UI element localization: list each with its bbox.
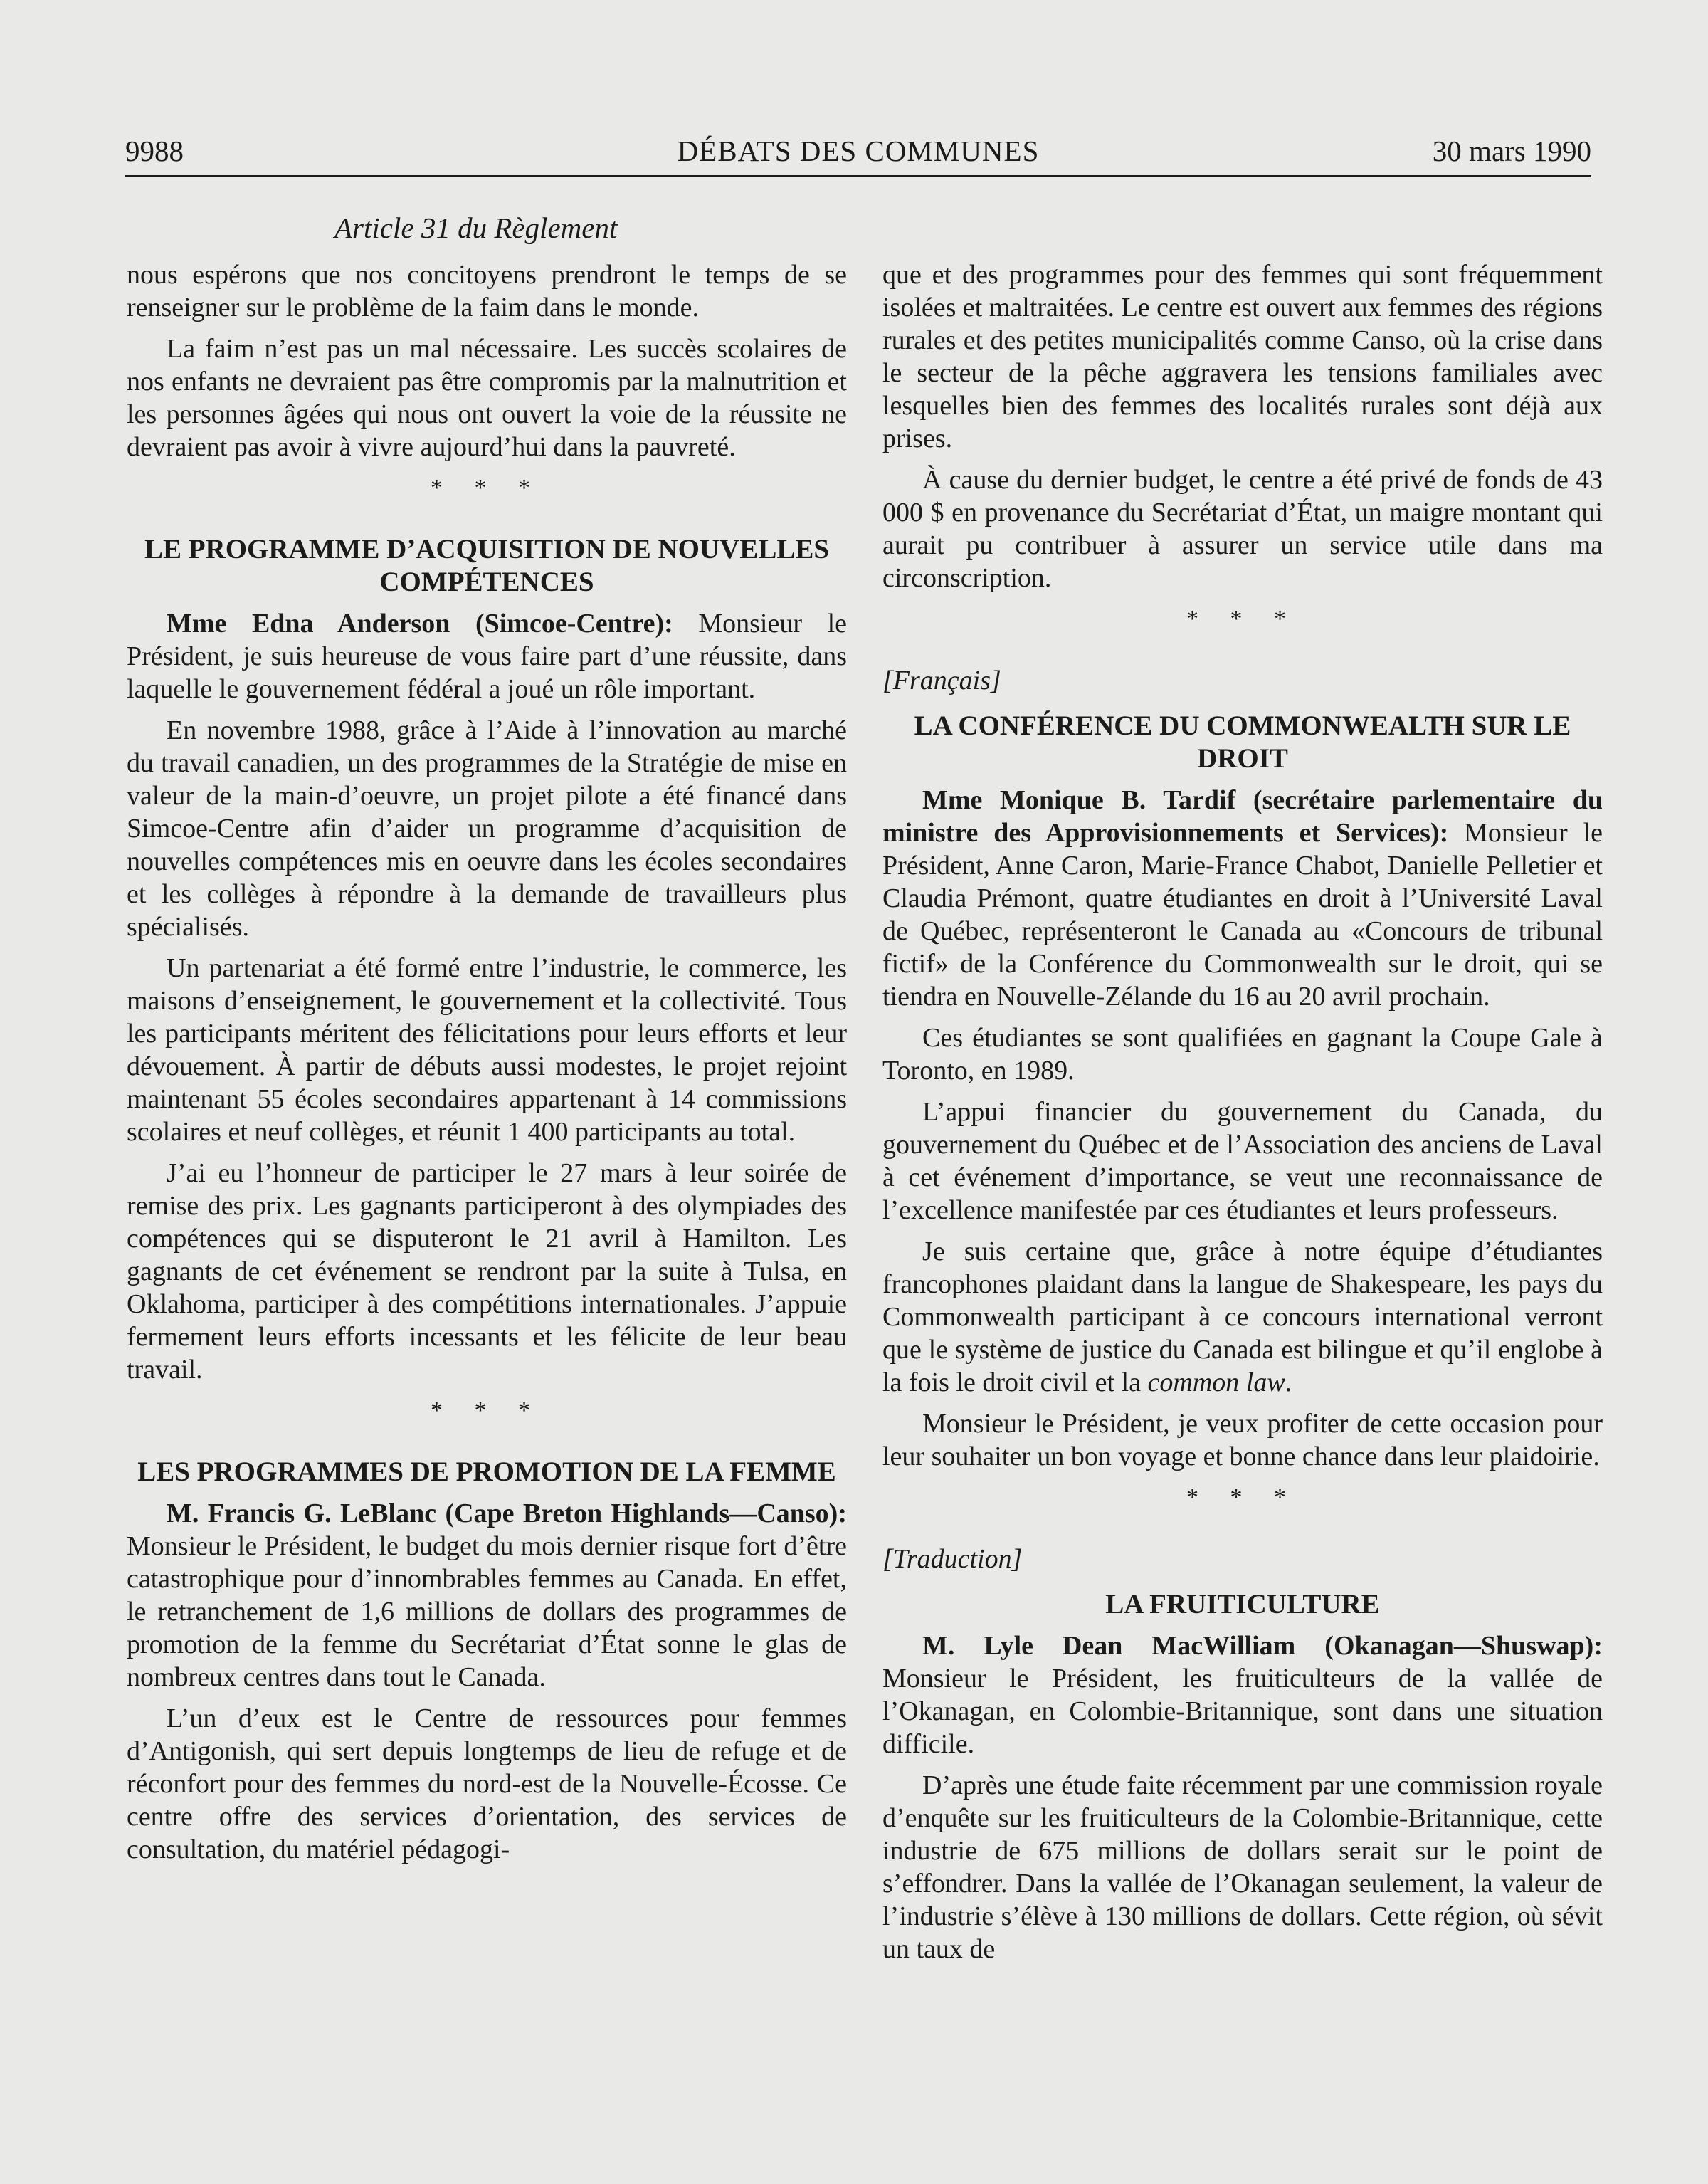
speaker-name: Mme Monique B. Tardif (secrétaire parlementaire du ministre des Approvisionnements et Services): bbox=[882, 785, 1603, 848]
statement-text: Monsieur le Président, le budget du mois dernier risque fort d’être catastrophique pour d’innombrables femmes au Canada. En effet, le retranchement de 1,6 millions de dollars des programmes de promotion de la femme du Secrétariat d’État sonne le glas de nombreux centres dans tout le Canada. bbox=[127, 1531, 847, 1692]
header-rule bbox=[125, 175, 1591, 177]
speaker-name: M. Lyle Dean MacWilliam (Okanagan—Shuswap): bbox=[922, 1631, 1603, 1661]
section-heading: LA FRUITICULTURE bbox=[1105, 1589, 1380, 1619]
language-marker: [Traduction] bbox=[882, 1544, 1023, 1574]
speaker-name: Mme Edna Anderson (Simcoe-Centre): bbox=[167, 609, 673, 639]
publication-title: DÉBATS DES COMMUNES bbox=[677, 135, 1040, 167]
page-header bbox=[125, 134, 1591, 177]
paragraph: J’ai eu l’honneur de participer le 27 mars à leur soirée de remise des prix. Les gagnants participeront à des olympiades des compétences qui se disputeront le 21 avril à Hamilton. Les gagnants de cet événement se rendront par la suite à Tulsa, en Oklahoma, participer à des compétitions internationales. J’appuie fermement leurs efforts incessants et les félicite de leur beau travail. bbox=[127, 1158, 847, 1385]
publication-date: 30 mars 1990 bbox=[1432, 135, 1591, 167]
paragraph: Ces étudiantes se sont qualifiées en gagnant la Coupe Gale à Toronto, en 1989. bbox=[882, 1023, 1603, 1086]
language-marker: [Français] bbox=[882, 666, 1001, 695]
section-separator: * * * bbox=[1186, 606, 1299, 632]
paragraph: L’un d’eux est le Centre de ressources pour femmes d’Antigonish, qui sert depuis longtemps de lieu de refuge et de réconfort pour des femmes du nord-est de la Nouvelle-Écosse. Ce centre offre des services d’orientation, des services de consultation, du matériel pédagogi- bbox=[127, 1703, 847, 1864]
statement-paragraph bbox=[882, 1629, 1603, 1760]
paragraph bbox=[882, 1235, 1603, 1399]
statement-paragraph bbox=[882, 784, 1603, 1013]
section-heading: LA CONFÉRENCE DU COMMONWEALTH SUR LE DROIT bbox=[914, 710, 1571, 774]
paragraph: D’après une étude faite récemment par une commission royale d’enquête sur les fruiticulteurs de la Colombie-Britannique, cette industrie de 675 millions de dollars serait sur le point de s’effondrer. Dans la vallée de l’Okanagan seulement, la valeur de l’industrie s’élève à 130 millions de dollars. Cette région, où sévit un taux de bbox=[882, 1770, 1603, 1964]
paragraph: Monsieur le Président, je veux profiter de cette occasion pour leur souhaiter un bon voyage et bonne chance dans leur plaidoirie. bbox=[882, 1409, 1603, 1471]
statement-text: Monsieur le Président, les fruiticulteurs de la vallée de l’Okanagan, en Colombie-Britannique, sont dans une situation difficile. bbox=[882, 1664, 1603, 1759]
section-separator: * * * bbox=[1186, 1484, 1299, 1511]
statement-text: Monsieur le Président, je suis heureuse de vous faire part d’une réussite, dans laquelle le gouvernement fédéral a joué un rôle important. bbox=[127, 609, 847, 704]
paragraph-text: Je suis certaine que, grâce à notre équipe d’étudiantes francophones plaidant dans la langue de Shakespeare, les pays du Commonwealth participant à ce concours international verront que le système de justice du Canada est bilingue et qu’il englobe à la fois le droit civil et la bbox=[882, 1237, 1603, 1397]
page-number: 9988 bbox=[125, 135, 184, 167]
paragraph: À cause du dernier budget, le centre a été privé de fonds de 43 000 $ en provenance du Secrétariat d’État, un maigre montant qui aurait pu contribuer à assurer un service utile dans ma circonscription. bbox=[882, 465, 1603, 593]
left-column bbox=[127, 258, 847, 1874]
section-subheader: Article 31 du Règlement bbox=[334, 211, 618, 244]
paragraph: En novembre 1988, grâce à l’Aide à l’innovation au marché du travail canadien, un des programmes de la Stratégie de mise en valeur de la main-d’oeuvre, un projet pilote a été financé dans Simcoe-Centre afin d’aider un programme d’acquisition de nouvelles compétences mis en oeuvre dans les écoles secondaires et les collèges à répondre à la demande de travailleurs plus spécialisés. bbox=[127, 715, 847, 942]
paragraph: L’appui financier du gouvernement du Canada, du gouvernement du Québec et de l’Association des anciens de Laval à cet événement d’importance, se veut une reconnaissance de l’excellence manifestée par ces étudiantes et leurs professeurs. bbox=[882, 1097, 1603, 1225]
paragraph: nous espérons que nos concitoyens prendront le temps de se renseigner sur le problème de la faim dans le monde. bbox=[127, 260, 847, 322]
italic-term: common law bbox=[1147, 1367, 1285, 1397]
paragraph: La faim n’est pas un mal nécessaire. Les succès scolaires de nos enfants ne devraient pas être compromis par la malnutrition et les personnes âgées qui nous ont ouvert la voie de la réussite ne devraient pas avoir à vivre aujourd’hui dans la pauvreté. bbox=[127, 334, 847, 462]
right-column bbox=[882, 258, 1603, 1974]
section-separator: * * * bbox=[431, 1397, 543, 1424]
speaker-name: M. Francis G. LeBlanc (Cape Breton Highlands—Canso): bbox=[167, 1498, 847, 1528]
section-separator: * * * bbox=[431, 475, 543, 501]
statement-paragraph bbox=[127, 607, 847, 705]
paragraph: Un partenariat a été formé entre l’industrie, le commerce, les maisons d’enseignement, le gouvernement et la collectivité. Tous les participants méritent des félicitations pour leurs efforts et leur dévouement. À partir de débuts aussi modestes, le projet rejoint maintenant 55 écoles secondaires appartenant à 14 commissions scolaires et neuf collèges, et réunit 1 400 participants au total. bbox=[127, 953, 847, 1147]
paragraph: que et des programmes pour des femmes qui sont fréquemment isolées et maltraitées. Le centre est ouvert aux femmes des régions rurales et des petites municipalités comme Canso, où la crise dans le secteur de la pêche aggravera les tensions familiales avec lesquelles bien des femmes des localités rurales sont déjà aux prises. bbox=[882, 260, 1603, 453]
section-heading: LES PROGRAMMES DE PROMOTION DE LA FEMME bbox=[137, 1456, 836, 1487]
paragraph-end: . bbox=[1285, 1367, 1292, 1397]
statement-text: Monsieur le Président, Anne Caron, Marie-France Chabot, Danielle Pelletier et Claudia Prémont, quatre étudiantes en droit à l’Université Laval de Québec, représenteront le Canada au «Concours de tribunal fictif» de la Conférence du Commonwealth sur le droit, qui se tiendra en Nouvelle-Zélande du 16 au 20 avril prochain. bbox=[882, 818, 1603, 1012]
section-heading: LE PROGRAMME D’ACQUISITION DE NOUVELLES COMPÉTENCES bbox=[144, 534, 830, 597]
statement-paragraph bbox=[127, 1497, 847, 1694]
